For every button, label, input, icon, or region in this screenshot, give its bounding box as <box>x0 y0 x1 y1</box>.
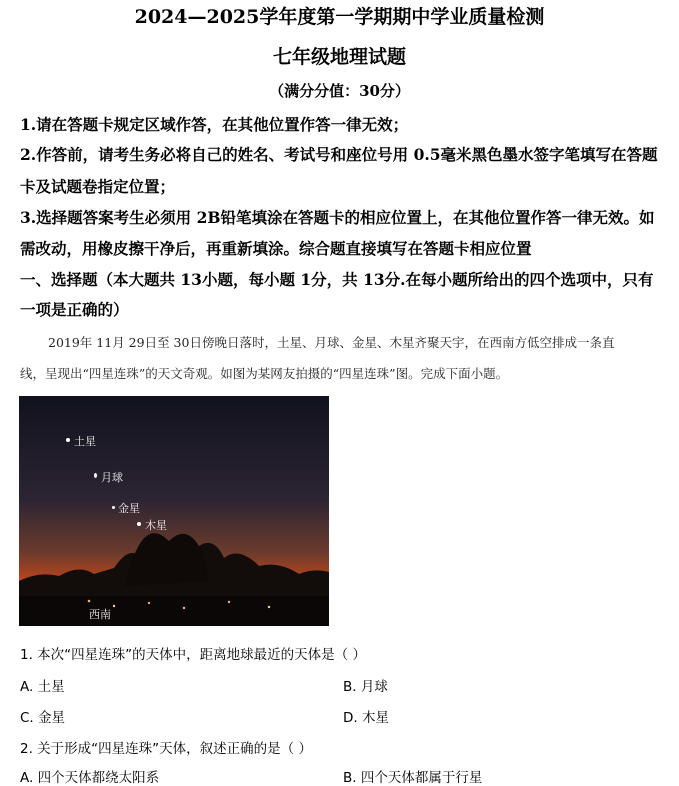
instruction-2-cont: 卡及试题卷指定位置； <box>20 177 176 196</box>
instruction-3-cont: 需改动，用橡皮擦干净后，再重新填涂。综合题直接填写在答题卡相应位置 <box>20 239 532 258</box>
moon-label: 月球 <box>101 471 123 484</box>
score-note: （满分分值：30分） <box>269 82 410 100</box>
jupiter-label: 木星 <box>145 519 167 532</box>
instruction-3: 3.选择题答案考生必须用 2B铅笔填涂在答题卡的相应位置上，在其他位置作答一律无效。如 <box>20 208 655 227</box>
jupiter-dot <box>137 522 141 526</box>
question-1-option-b[interactable]: B. 月球 <box>343 679 388 695</box>
venus-dot <box>112 506 115 509</box>
four-planets-photo <box>19 396 329 626</box>
saturn-dot <box>66 438 70 442</box>
passage-line-2: 线，呈现出“四星连珠”的天文奇观。如图为某网友拍摄的“四星连珠”图。完成下面小题。 <box>20 366 509 381</box>
instruction-2: 2.作答前，请考生务必将自己的姓名、考试号和座位号用 0.5毫米黑色墨水签字笔填写在答题 <box>20 145 658 164</box>
sunset-sky-image <box>19 396 329 626</box>
section-heading: 一、选择题（本大题共 13小题，每小题 1分，共 13分.在每小题所给出的四个选项中，只有 <box>20 270 654 289</box>
question-1-option-a[interactable]: A. 土星 <box>20 679 65 695</box>
direction-label: 西南 <box>89 608 111 621</box>
question-2-option-b[interactable]: B. 四个天体都属于行星 <box>343 770 483 786</box>
question-1-option-c[interactable]: C. 金星 <box>20 710 66 726</box>
saturn-label: 土星 <box>74 435 96 448</box>
instruction-1: 1.请在答题卡规定区域作答，在其他位置作答一律无效； <box>20 115 409 134</box>
exam-title: 2024—2025学年度第一学期期中学业质量检测 <box>134 6 545 28</box>
exam-subtitle: 七年级地理试题 <box>272 46 406 68</box>
venus-label: 金星 <box>118 502 140 515</box>
moon-crescent <box>94 473 97 478</box>
passage-line-1: 2019年 11月 29日至 30日傍晚日落时，土星、月球、金星、木星齐聚天宇，在西南方低空排成一条直 <box>48 335 615 350</box>
section-heading-cont: 一项是正确的） <box>20 300 129 319</box>
question-2-option-a[interactable]: A. 四个天体都绕太阳系 <box>20 770 160 786</box>
question-1-stem: 1. 本次“四星连珠”的天体中，距离地球最近的天体是（ ） <box>20 647 366 663</box>
question-2-stem: 2. 关于形成“四星连珠”天体，叙述正确的是（ ） <box>20 741 312 757</box>
question-1-option-d[interactable]: D. 木星 <box>343 710 389 726</box>
